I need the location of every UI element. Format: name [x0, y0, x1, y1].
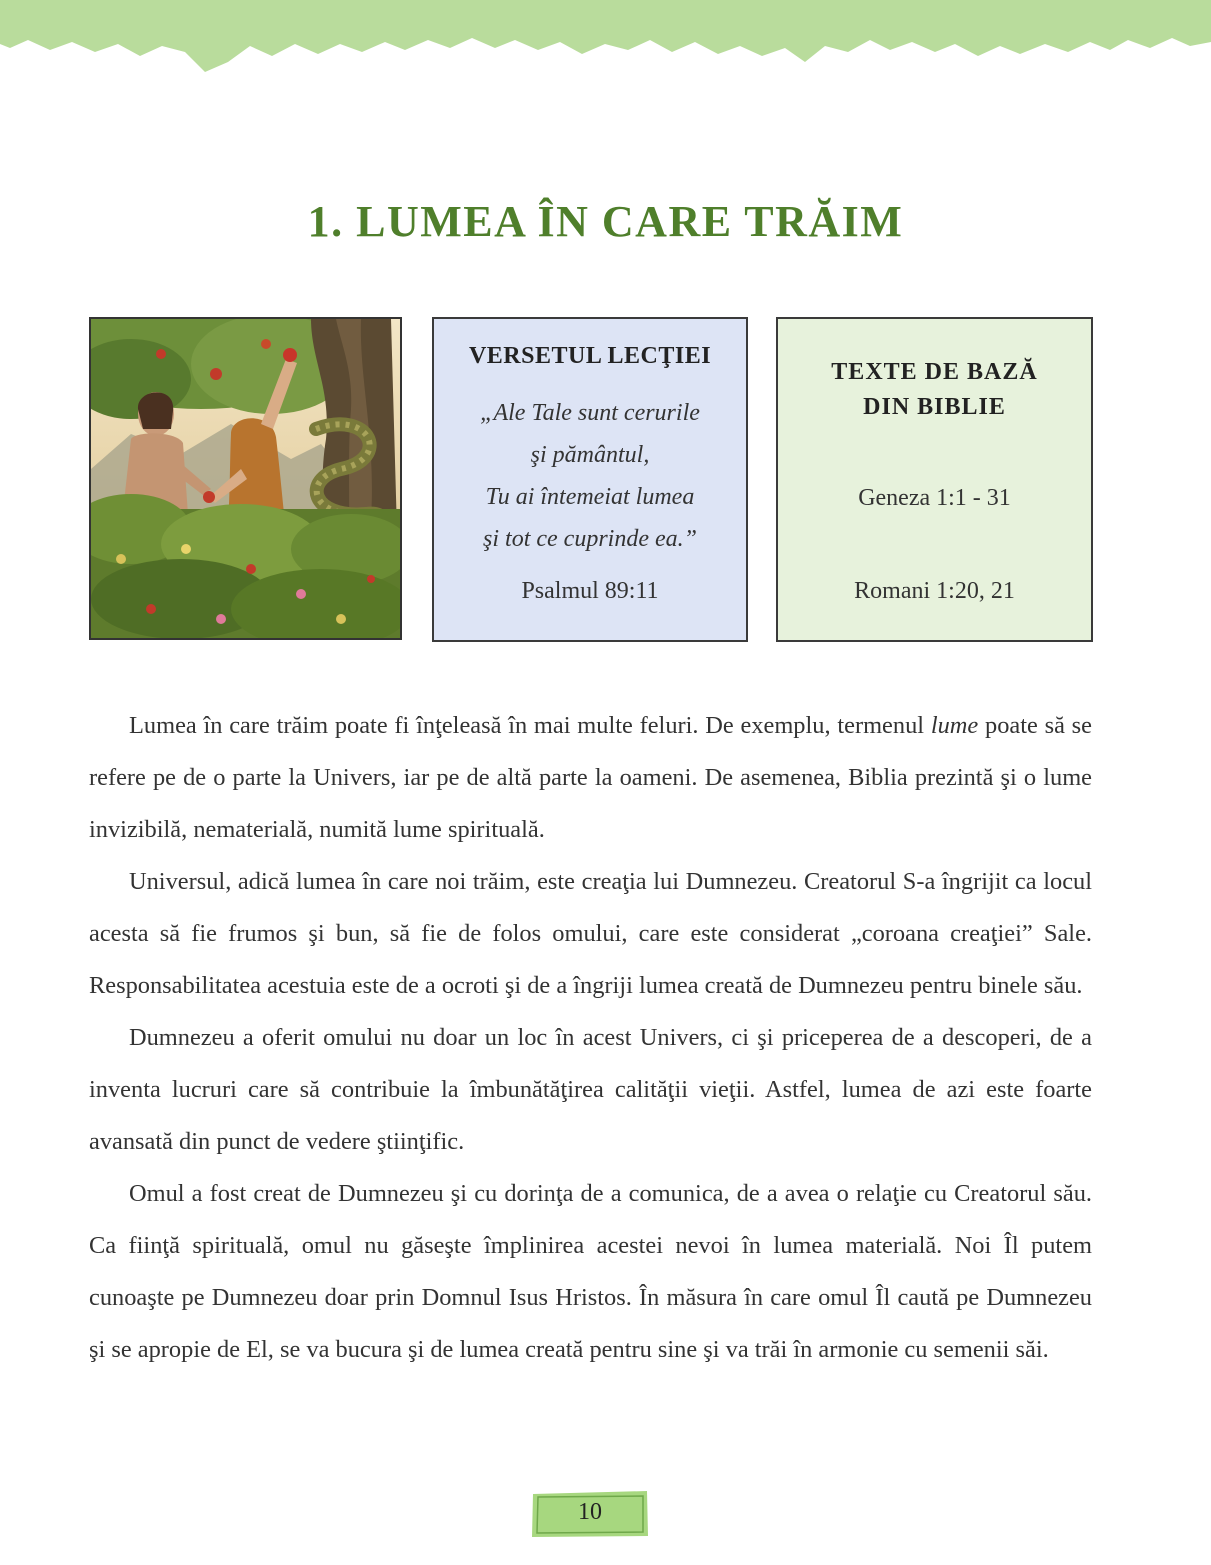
page-title: 1. LUMEA ÎN CARE TRĂIM	[307, 197, 904, 246]
page-number: 10	[578, 1499, 602, 1525]
paragraph-text: Lumea în care trăim poate fi înţeleasă în mai multe feluri. De exemplu, termenul	[129, 712, 931, 739]
body-paragraph: Dumnezeu a oferit omului nu doar un loc în acest Univers, ci şi priceperea de a descoperi, de a inventa lucruri care să contribuie la îmbunătăţirea calităţii vieţii. Astfel, lumea de azi este foarte avansată din punct de vedere ştiinţific.	[89, 1024, 1092, 1155]
bible-reference: Geneza 1:1 - 31	[858, 485, 1011, 511]
bible-texts-box	[776, 317, 1093, 642]
body-paragraph	[89, 700, 1092, 856]
emphasized-term: lume	[930, 712, 979, 739]
verse-line: şi tot ce cuprinde ea.”	[483, 526, 697, 552]
verse-line: „Ale Tale sunt cerurile	[480, 400, 700, 426]
bible-texts-heading-line: TEXTE DE BAZĂ	[831, 359, 1038, 385]
verse-line: Tu ai întemeiat lumea	[485, 484, 695, 510]
verse-heading: VERSETUL LECŢIEI	[468, 343, 712, 369]
lesson-body	[89, 700, 1092, 1376]
lesson-verse-box	[432, 317, 748, 642]
page-number-badge	[530, 1488, 650, 1540]
verse-quote	[434, 392, 746, 560]
bible-reference: Romani 1:20, 21	[854, 578, 1015, 604]
paragraph-text: poate să se refere pe de o parte la Univers, iar pe de altă parte la oameni. De asemenea, Biblia prezintă şi o lume invizibilă, nematerială, numită lume spirituală.	[89, 712, 1092, 843]
verse-reference: Psalmul 89:11	[521, 578, 659, 604]
body-paragraph: Universul, adică lumea în care noi trăim, este creaţia lui Dumnezeu. Creatorul S-a îngrijit ca locul acesta să fie frumos şi bun, să fie de folos omului, care este considerat „coroana creaţiei” Sale. Responsabilitatea acestuia este de a ocroti şi de a îngriji lumea creată de Dumnezeu pentru binele său.	[89, 868, 1092, 999]
bible-texts-heading	[778, 355, 1091, 425]
body-paragraph: Omul a fost creat de Dumnezeu şi cu dorinţa de a comunica, de a avea o relaţie cu Creatorul său. Ca fiinţă spirituală, omul nu găseşte împlinirea acestei nevoi în lumea materială. Noi Îl putem cunoaşte pe Dumnezeu doar prin Domnul Isus Hristos. În măsura în care omul Îl caută pe Dumnezeu şi se apropie de El, se va bucura şi de lumea creată pentru sine şi va trăi în armonie cu semenii săi.	[89, 1180, 1092, 1363]
decorative-top-band	[0, 0, 1211, 80]
bible-texts-heading-line: DIN BIBLIE	[863, 394, 1006, 420]
adam-eve-garden-illustration	[89, 317, 402, 640]
verse-line: şi pământul,	[530, 442, 650, 468]
